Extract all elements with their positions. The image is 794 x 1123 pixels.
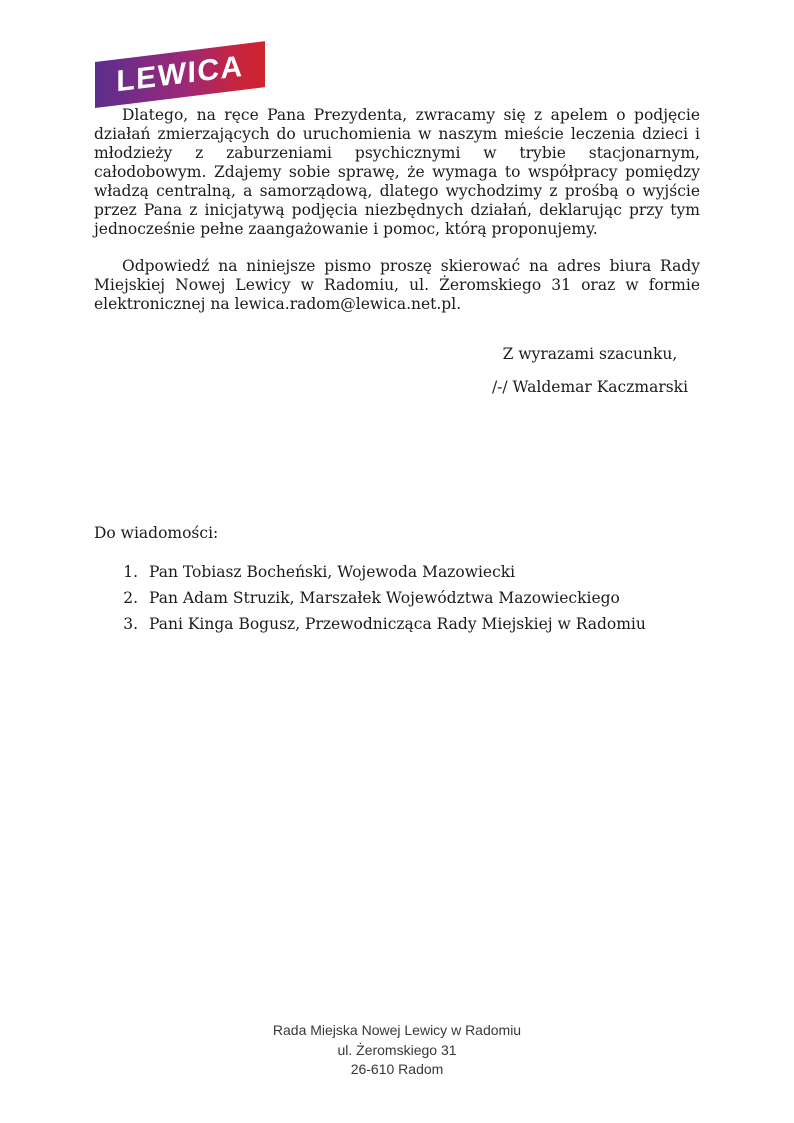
footer-street: ul. Żeromskiego 31	[337, 1041, 457, 1058]
signature-name: /-/ Waldemar Kaczmarski	[491, 378, 689, 396]
signature-closing: Z wyrazami szacunku,	[502, 345, 678, 363]
body-paragraph-2: Odpowiedź na niniejsze pismo proszę skierować na adres biura Rady Miejskiej Nowej Lewicy w Radomiu, ul. Żeromskiego 31 oraz w formie elektronicznej na lewica.radom@lewica.net.pl.	[94, 257, 700, 313]
footer-city: 26-610 Radom	[350, 1061, 444, 1077]
cc-list-item: 2. Pan Adam Struzik, Marszałek Województwa Mazowieckiego	[143, 589, 700, 608]
footer-organization: Rada Miejska Nowej Lewicy w Radomiu	[272, 1022, 522, 1038]
cc-list-item: 1. Pan Tobiasz Bocheński, Wojewoda Mazowiecki	[143, 563, 700, 582]
cc-list	[94, 563, 700, 634]
lewica-logo	[95, 41, 265, 108]
cc-list-item: 3. Pani Kinga Bogusz, Przewodnicząca Rady Miejskiej w Radomiu	[143, 615, 700, 634]
lewica-logo-text: LEWICA	[116, 49, 244, 99]
cc-block	[94, 524, 700, 641]
signature-block	[430, 345, 750, 397]
cc-heading: Do wiadomości:	[94, 524, 219, 542]
body-paragraph-1: Dlatego, na ręce Pana Prezydenta, zwracamy się z apelem o podjęcie działań zmierzających do uruchomienia w naszym mieście leczenia dzieci i młodzieży z zaburzeniami psychicznymi w trybie stacjonarnym, całodobowym. Zdajemy sobie sprawę, że wymaga to współpracy pomiędzy władzą centralną, a samorządową, dlatego wychodzimy z prośbą o wyjście przez Pana z inicjatywą podjęcia niezbędnych działań, deklarując przy tym jednocześnie pełne zaangażowanie i pomoc, którą proponujemy.	[94, 106, 700, 238]
letter-body	[94, 106, 700, 314]
page-footer	[0, 1021, 794, 1080]
